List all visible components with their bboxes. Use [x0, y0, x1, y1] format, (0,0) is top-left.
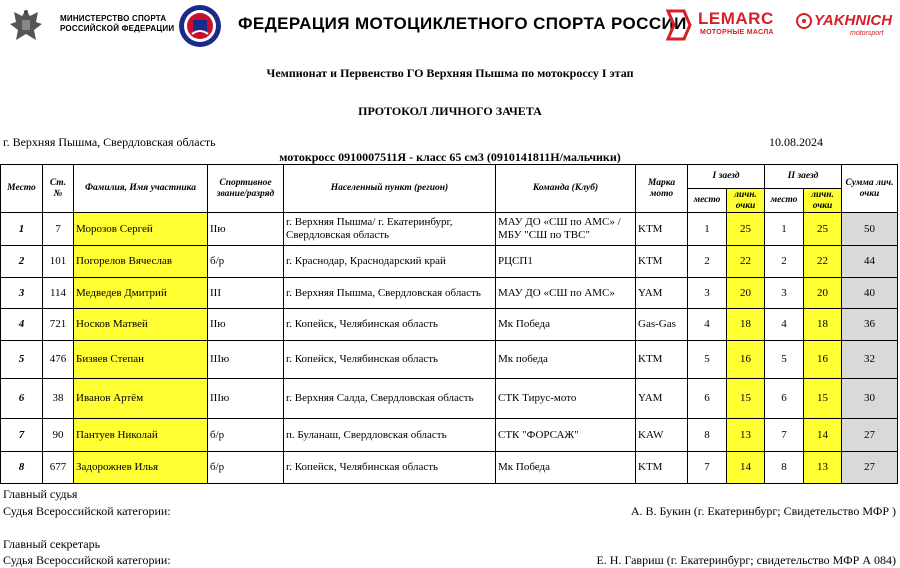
- cell-race2-place: 3: [765, 278, 804, 309]
- secretary-name: Е. Н. Гавриш (г. Екатеринбург; свидетельство МФР А 084): [596, 553, 896, 567]
- cell-race1-place: 3: [688, 278, 727, 309]
- header-race-1-points: личн. очки: [727, 189, 765, 213]
- cell-number: 721: [43, 309, 74, 341]
- cell-race2-place: 8: [765, 452, 804, 484]
- cell-brand: KTM: [636, 246, 688, 278]
- yakhnich-emblem-icon: [796, 12, 812, 30]
- cell-race2-place: 6: [765, 379, 804, 419]
- header-locality: Населенный пункт (регион): [284, 165, 496, 213]
- cell-number: 114: [43, 278, 74, 309]
- cell-race2-place: 7: [765, 419, 804, 452]
- mfr-logo-icon: [178, 4, 222, 48]
- cell-race1-points: 16: [727, 341, 765, 379]
- cell-place: 3: [1, 278, 43, 309]
- cell-race2-place: 1: [765, 213, 804, 246]
- cell-locality: г. Копейск, Челябинская область: [284, 309, 496, 341]
- header-brand: Марка мото: [636, 165, 688, 213]
- cell-sum: 44: [842, 246, 898, 278]
- cell-race1-points: 15: [727, 379, 765, 419]
- yakhnich-subtitle: motorsport: [850, 30, 884, 37]
- secretary-category: Судья Всероссийской категории:: [3, 553, 171, 567]
- cell-team: СТК Тирус-мото: [496, 379, 636, 419]
- cell-locality: г. Краснодар, Краснодарский край: [284, 246, 496, 278]
- cell-name: Иванов Артём: [74, 379, 208, 419]
- cell-team: МАУ ДО «СШ по АМС»: [496, 278, 636, 309]
- cell-name: Морозов Сергей: [74, 213, 208, 246]
- cell-brand: KAW: [636, 419, 688, 452]
- cell-race1-place: 8: [688, 419, 727, 452]
- cell-place: 6: [1, 379, 43, 419]
- cell-place: 4: [1, 309, 43, 341]
- cell-race1-place: 5: [688, 341, 727, 379]
- cell-race1-points: 18: [727, 309, 765, 341]
- header-sum: Сумма лич. очки: [842, 165, 898, 213]
- cell-sum: 50: [842, 213, 898, 246]
- table-row: [1, 278, 898, 309]
- cell-race2-points: 18: [804, 309, 842, 341]
- cell-race1-place: 2: [688, 246, 727, 278]
- russian-eagle-emblem-icon: [6, 6, 46, 44]
- cell-place: 5: [1, 341, 43, 379]
- ministry-line-2: РОССИЙСКОЙ ФЕДЕРАЦИИ: [60, 24, 175, 33]
- cell-rank: б/р: [208, 419, 284, 452]
- cell-brand: Gas-Gas: [636, 309, 688, 341]
- cell-number: 476: [43, 341, 74, 379]
- cell-race2-place: 2: [765, 246, 804, 278]
- protocol-title: ПРОТОКОЛ ЛИЧНОГО ЗАЧЕТА: [358, 104, 542, 118]
- cell-rank: IIIю: [208, 379, 284, 419]
- cell-place: 1: [1, 213, 43, 246]
- cell-rank: б/р: [208, 452, 284, 484]
- table-row: [1, 452, 898, 484]
- cell-name: Бизяев Степан: [74, 341, 208, 379]
- header-race-2-place: место: [765, 189, 804, 213]
- cell-name: Носков Матвей: [74, 309, 208, 341]
- cell-locality: г. Верхняя Салда, Свердловская область: [284, 379, 496, 419]
- header-race-2-points: личн. очки: [804, 189, 842, 213]
- cell-number: 7: [43, 213, 74, 246]
- cell-race1-place: 7: [688, 452, 727, 484]
- yakhnich-logo: [796, 12, 896, 40]
- cell-race1-place: 1: [688, 213, 727, 246]
- cell-race2-points: 22: [804, 246, 842, 278]
- judge-category: Судья Всероссийской категории:: [3, 504, 171, 518]
- cell-race2-points: 16: [804, 341, 842, 379]
- cell-race2-place: 4: [765, 309, 804, 341]
- cell-locality: г. Копейск, Челябинская область: [284, 452, 496, 484]
- cell-number: 101: [43, 246, 74, 278]
- table-row: [1, 309, 898, 341]
- cell-race1-points: 13: [727, 419, 765, 452]
- cell-race2-place: 5: [765, 341, 804, 379]
- cell-rank: IIю: [208, 309, 284, 341]
- cell-race1-points: 14: [727, 452, 765, 484]
- cell-team: МАУ ДО «СШ по АМС» / МБУ "СШ по ТВС": [496, 213, 636, 246]
- secretary-title: Главный секретарь: [3, 537, 101, 551]
- cell-team: Мк Победа: [496, 452, 636, 484]
- results-body: [1, 213, 898, 484]
- cell-place: 7: [1, 419, 43, 452]
- table-row: [1, 419, 898, 452]
- cell-sum: 30: [842, 379, 898, 419]
- header: [0, 0, 900, 50]
- cell-race2-points: 14: [804, 419, 842, 452]
- results-table: [0, 164, 898, 484]
- table-row: [1, 246, 898, 278]
- cell-brand: YAM: [636, 278, 688, 309]
- ministry-line-1: МИНИСТЕРСТВО СПОРТА: [60, 14, 167, 23]
- cell-rank: III: [208, 278, 284, 309]
- cell-rank: б/р: [208, 246, 284, 278]
- cell-team: СТК "ФОРСАЖ": [496, 419, 636, 452]
- table-row: [1, 213, 898, 246]
- cell-place: 8: [1, 452, 43, 484]
- header-race-1: I заезд: [688, 165, 765, 189]
- event-city: г. Верхняя Пышма, Свердловская область: [3, 135, 216, 149]
- judge-title: Главный судья: [3, 487, 78, 501]
- cell-brand: KTM: [636, 213, 688, 246]
- cell-rank: IIю: [208, 213, 284, 246]
- header-race-2: II заезд: [765, 165, 842, 189]
- cell-team: Мк победа: [496, 341, 636, 379]
- class-line: мотокросс 0910007511Я - класс 65 см3 (0910141811Н/мальчики): [279, 150, 621, 164]
- lemarc-emblem-icon: [664, 9, 692, 41]
- cell-race1-points: 20: [727, 278, 765, 309]
- cell-number: 90: [43, 419, 74, 452]
- cell-locality: г. Верхняя Пышма, Свердловская область: [284, 278, 496, 309]
- cell-rank: IIIю: [208, 341, 284, 379]
- cell-name: Погорелов Вячеслав: [74, 246, 208, 278]
- table-row: [1, 341, 898, 379]
- event-date: 10.08.2024: [769, 135, 823, 149]
- cell-race1-points: 25: [727, 213, 765, 246]
- header-race-1-place: место: [688, 189, 727, 213]
- cell-race2-points: 13: [804, 452, 842, 484]
- federation-name: ФЕДЕРАЦИЯ МОТОЦИКЛЕТНОГО СПОРТА РОССИИ: [238, 14, 687, 33]
- header-team: Команда (Клуб): [496, 165, 636, 213]
- cell-team: РЦСП1: [496, 246, 636, 278]
- championship-title: Чемпионат и Первенство ГО Верхняя Пышма по мотокроссу I этап: [266, 66, 634, 80]
- yakhnich-name: YAKHNICH: [814, 12, 893, 29]
- lemarc-subtitle: МОТОРНЫЕ МАСЛА: [700, 29, 774, 36]
- table-row: [1, 379, 898, 419]
- cell-race2-points: 15: [804, 379, 842, 419]
- cell-sum: 40: [842, 278, 898, 309]
- cell-name: Пантуев Николай: [74, 419, 208, 452]
- cell-race2-points: 20: [804, 278, 842, 309]
- cell-name: Задорожнев Илья: [74, 452, 208, 484]
- cell-number: 38: [43, 379, 74, 419]
- cell-number: 677: [43, 452, 74, 484]
- cell-brand: KTM: [636, 452, 688, 484]
- cell-sum: 32: [842, 341, 898, 379]
- lemarc-logo: [664, 9, 782, 41]
- cell-locality: п. Буланаш, Свердловская область: [284, 419, 496, 452]
- cell-locality: г. Верхняя Пышма/ г. Екатеринбург, Свердловская область: [284, 213, 496, 246]
- header-name: Фамилия, Имя участника: [74, 165, 208, 213]
- cell-race2-points: 25: [804, 213, 842, 246]
- header-place: Место: [1, 165, 43, 213]
- cell-place: 2: [1, 246, 43, 278]
- cell-race1-points: 22: [727, 246, 765, 278]
- cell-race1-place: 6: [688, 379, 727, 419]
- header-number: Ст. №: [43, 165, 74, 213]
- cell-name: Медведев Дмитрий: [74, 278, 208, 309]
- cell-team: Мк Победа: [496, 309, 636, 341]
- cell-sum: 36: [842, 309, 898, 341]
- header-rank: Спортивное звание/разряд: [208, 165, 284, 213]
- cell-race1-place: 4: [688, 309, 727, 341]
- cell-brand: YAM: [636, 379, 688, 419]
- cell-brand: KTM: [636, 341, 688, 379]
- lemarc-name: LEMARC: [698, 9, 774, 28]
- judge-name: А. В. Букин (г. Екатеринбург; Свидетельство МФР ): [630, 504, 896, 518]
- ministry-name: [60, 14, 174, 34]
- cell-locality: г. Копейск, Челябинская область: [284, 341, 496, 379]
- cell-sum: 27: [842, 452, 898, 484]
- cell-sum: 27: [842, 419, 898, 452]
